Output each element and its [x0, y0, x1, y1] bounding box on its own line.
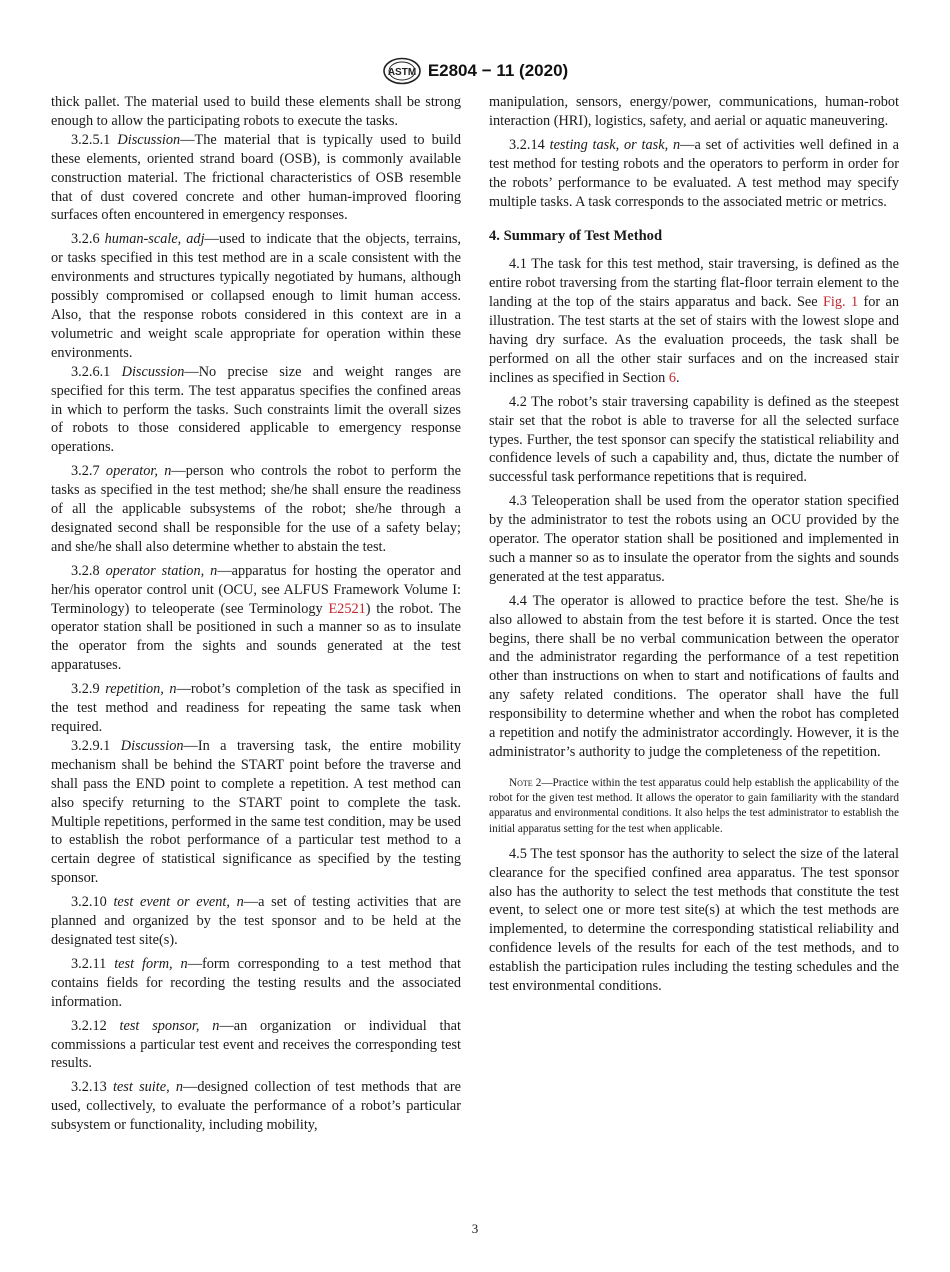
paragraph-3-2-13-continued: manipulation, sensors, energy/power, communications, human-robot interaction (HRI), logistics, safety, and aerial or aquatic maneuvering. [489, 94, 899, 129]
standard-designation: E2804 − 11 (2020) [427, 61, 569, 80]
paragraph-3-2-9-1: 3.2.9.1 Discussion—In a traversing task, the entire mobility mechanism shall be behind the START point before the traverse and shall pass the END point to complete a repetition. A test method can also specify returning to the START point to complete the task. Multiple repetitions, performed in the same test condition, may be used to establish the robot performance of a particular test method to a certain degree of statistical significance as specified by the testing sponsor. [51, 737, 462, 887]
paragraph-3-2-12: 3.2.12 test sponsor, n—an organization or individual that commissions a particular test event and receives the corresponding test results. [51, 1017, 461, 1072]
paragraph-4-5: 4.5 The test sponsor has the authority to select the size of the lateral clearance for the specified confined area apparatus. The test sponsor also has the authority to select the test methods that constitute the test event, to select one or more test site(s) at which the test methods are implemented, to determine the corresponding statistical reliability and confidence levels of the results for each of the test methods, and to establish the participation rules including the testing schedules and the test environmental conditions. [489, 845, 899, 995]
paragraph-3-2-13: 3.2.13 test suite, n—designed collection of test methods that are used, collectively, to evaluate the performance of a robot’s particular subsystem or functionality, including mobility, [51, 1079, 461, 1134]
left-column [51, 93, 461, 1140]
paragraph-3-2-6-1: 3.2.6.1 Discussion—No precise size and weight ranges are specified for this term. The test apparatus specifies the confined areas in which to perform the tasks. Such constraints limit the overall sizes of robots to those considered applicable to emergency response operations. [51, 363, 462, 456]
paragraph-pallet-continued: thick pallet. The material used to build these elements shall be strong enough to allow the participating robots to execute the tasks. [51, 94, 461, 129]
right-column [489, 93, 899, 1001]
page-header [0, 56, 950, 86]
fig-1-link[interactable]: Fig. 1 [822, 294, 859, 311]
paragraph-3-2-9: 3.2.9 repetition, n—robot’s completion of the task as specified in the test method and readiness for repeating the same task when required. [51, 681, 462, 735]
e2521-link[interactable]: E2521 [328, 600, 366, 617]
paragraph-3-2-14: 3.2.14 testing task, or task, n—a set of activities well defined in a test method for testing robots and the operators to perform in order for the robots’ performance to be evaluated. A test method may specify multiple tasks. A task corresponds to the associated metric or metrics. [489, 136, 899, 210]
svg-text:ASTM: ASTM [387, 67, 416, 78]
paragraph-3-2-6: 3.2.6 human-scale, adj—used to indicate that the objects, terrains, or tasks specified in this test method are in a scale consistent with the environments and structures typically negotiated by humans, although possibly compromised or collapsed enough to limit human access. Also, that the response robots considered in this context are in a volumetric and weight scale appropriate for operation within these environments. [51, 231, 461, 361]
paragraph-3-2-10: 3.2.10 test event or event, n—a set of testing activities that are planned and organized by the test sponsor and to be held at the designated test site(s). [51, 894, 461, 948]
page-number: 3 [471, 1221, 479, 1236]
astm-logo-icon [382, 57, 422, 85]
paragraph-3-2-8: 3.2.8 operator station, n—apparatus for hosting the operator and her/his operator control unit (OCU, see ALFUS Framework Volume I: Terminology) to teleoperate (see Terminology E2521) the robot. The operator station shall be positioned in such a manner so as to insulate the operator from the sights and sounds generated at the test apparatuses. [51, 562, 461, 674]
paragraph-3-2-7: 3.2.7 operator, n—person who controls the robot to perform the tasks as specified in the test method; she/he shall ensure the readiness of all the applicable subsystems of the robot; she/he through a designated second shall be responsible for the use of a safety belay; and she/he shall also determine whether to abstain the test. [51, 463, 461, 555]
paragraph-4-2: 4.2 The robot’s stair traversing capability is defined as the steepest stair set that the robot is able to traverse for all the selected surface types. Further, the test sponsor can specify the statistical reliability and confidence levels of such a capability and, thus, dictate the number of successful task performance repetitions that is required. [489, 393, 899, 486]
section-6-link[interactable]: 6 [668, 369, 677, 386]
paragraph-4-1: 4.1 The task for this test method, stair traversing, is defined as the entire robot traversing from the starting flat-floor terrain element to the landing at the top of the stairs apparatus and back. See Fig. 1 for an illustration. The test starts at the set of stairs with the lowest slope and having dry surface. As the evaluation proceeds, the task shall be performed on all the other stair surfaces and on the increased stair inclines as specified in Section 6. [489, 256, 899, 386]
paragraph-3-2-5-1: 3.2.5.1 Discussion—The material that is typically used to build these elements, oriented strand board (OSB), is commonly available construction material. The frictional characteristics of OSB resemble that of dust covered concrete and other human-improved flooring surfaces often encountered in emergency responses. [51, 131, 461, 224]
section-4-heading: 4. Summary of Test Method [489, 228, 663, 245]
note-2: Note 2—Practice within the test apparatus could help establish the applicability of the robot for the given test method. It allows the operator to gain familiarity with the standard apparatus and environmental conditions. It also helps the test administrator to establish the initial apparatus setting for the test when applicable. [489, 776, 899, 835]
paragraph-4-4: 4.4 The operator is allowed to practice before the test. She/he is also allowed to abstain from the test before it is started. Once the test begins, there shall be no verbal communication between the operator and the administrator regarding the performance of a test repetition other than instructions on when to start and notifications of faults and any safety related conditions. The operator shall have the full responsibility to determine whether and when the robot has completed a repetition and notify the administrator accordingly. However, it is the administrator’s authority to judge the completeness of the repetition. [489, 592, 899, 760]
paragraph-4-3: 4.3 Teleoperation shall be used from the operator station specified by the administrator to test the robots using an OCU provided by the operator. The operator station shall be positioned and implemented in such a manner so as to insulate the operator from the sights and sounds generated at the test apparatus. [489, 493, 899, 585]
note-label: Note 2 [509, 776, 542, 789]
paragraph-3-2-11: 3.2.11 test form, n—form corresponding to a test method that contains fields for recording the testing results and the associated information. [51, 955, 461, 1010]
